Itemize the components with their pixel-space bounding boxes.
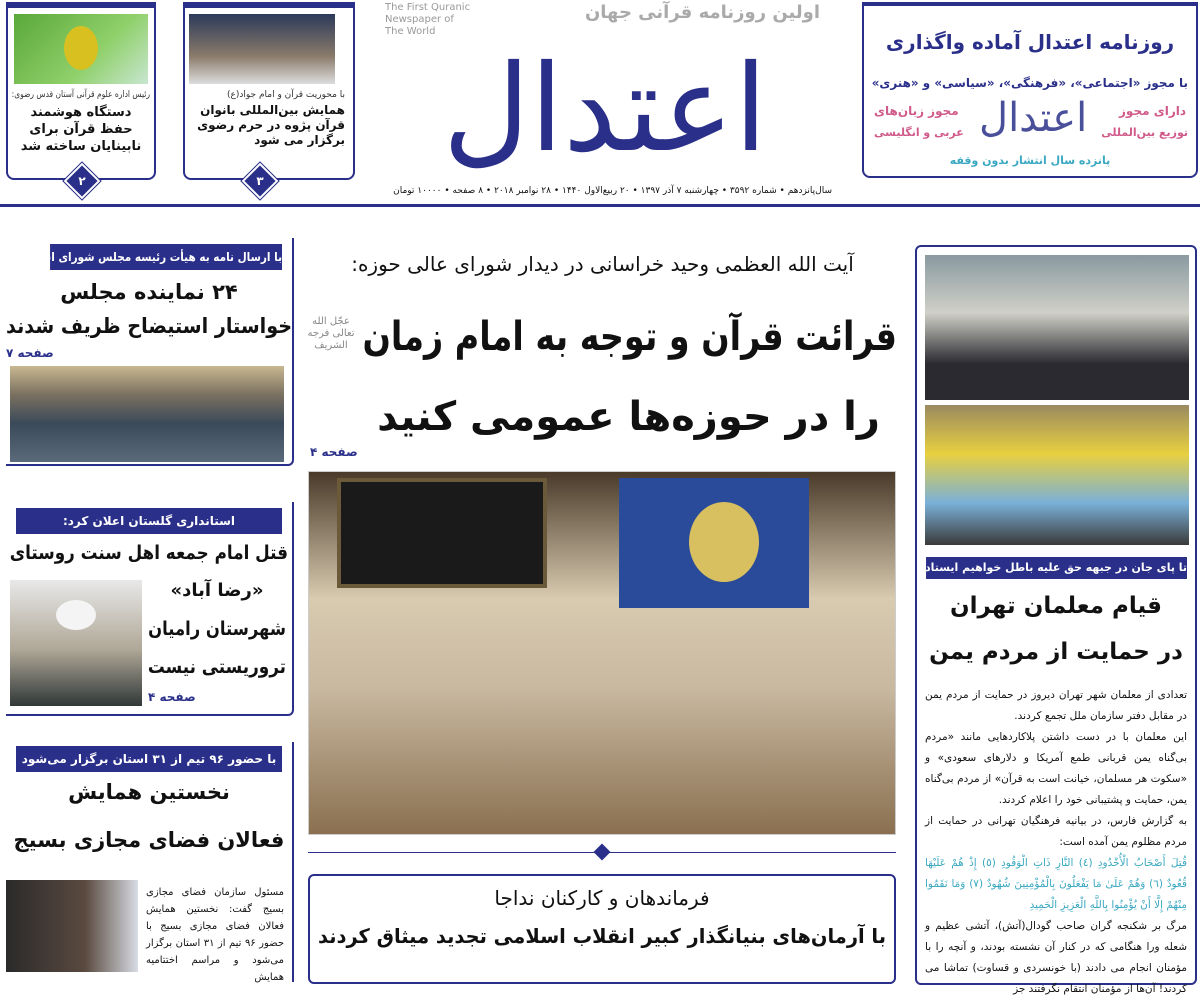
ad-line: با مجوز «اجتماعی»، «فرهنگی»، «سیاسی» و «هنری»	[871, 76, 1188, 90]
teaser-box-2[interactable]	[6, 2, 156, 188]
left-story-2[interactable]	[6, 502, 294, 716]
story-headline: فرماندهان و کارکنان نداجا	[494, 886, 710, 910]
page-ref: صفحه ۴	[148, 690, 196, 704]
main-headline-2: را در حوزه‌ها عمومی کنید	[377, 394, 880, 440]
teaser-headline: همایش بین‌المللی بانوان قرآن پژوه در حرم رضوی برگزار می شود	[197, 103, 345, 147]
story-headline: ۲۴ نماینده مجلس	[60, 280, 238, 304]
official-photo	[6, 880, 138, 972]
paragraph: این معلمان با در دست داشتن پلاکاردهایی مانند «مردم بی‌گناه یمن قربانی طمع آمریکا و دلارهای سعودی» و «سکوت هر مسلمان، خیانت است به قرآن» از مردم بی‌گناه یمن، حمایت و پشتیبانی خود را اعلام کردند.	[925, 731, 1187, 806]
ad-title: روزنامه اعتدال آماده واگذاری	[885, 30, 1175, 54]
ad-left1: مجوز زبان‌های	[874, 104, 959, 118]
teaser-headline: دستگاه هوشمند حفظ قرآن برای نابینایان ساخته شد	[20, 105, 142, 154]
main-headline-1: قرائت قرآن و توجه به امام زمان	[362, 314, 898, 360]
meeting-photo	[308, 471, 896, 835]
page-number-badge: ۳	[242, 163, 279, 200]
story-bar: استانداری گلستان اعلان کرد:	[16, 508, 282, 534]
newspaper-logo: اعتدال	[442, 40, 768, 179]
quran-verse: قُتِلَ أَصْحَابُ الْأُخْدُودِ (٤) النَّارِ ذَاتِ الْوَقُودِ (٥) إِذْ هُمْ عَلَيْهَا قُعُودٌ (٦) وَهُمْ عَلَىٰ مَا يَفْعَلُونَ بِالْمُؤْمِنِينَ شُهُودٌ (٧) وَمَا نَقَمُوا مِنْهُمْ إِلَّا أَنْ يُؤْمِنُوا بِاللَّهِ الْعَزِيزِ الْحَمِيدِ	[925, 857, 1187, 911]
navy-story[interactable]	[308, 874, 896, 984]
issue-line: سال‌پانزدهم • شماره ۳۵۹۲ • چهارشنبه ۷ آذر ۱۳۹۷ • ۲۰ ربیع‌الاول ۱۴۴۰ • ۲۸ نوامبر ۲۰۱۸ • ۸ صفحه • ۱۰۰۰۰ تومان	[393, 186, 832, 196]
parliament-photo	[10, 366, 284, 462]
left-story-3[interactable]	[6, 742, 294, 982]
tagline-fa: اولین روزنامه قرآنی جهان	[584, 2, 820, 23]
page-ref: صفحه ۷	[6, 346, 54, 360]
story-headline: نخستین همایش	[68, 780, 230, 804]
story-headline: تروریستی نیست	[147, 656, 286, 678]
page-ref: صفحه ۴	[310, 445, 358, 459]
paragraph: تعدادی از معلمان شهر تهران دیروز در حمایت از مردم یمن در مقابل دفتر سازمان ملل تجمع کردند.	[925, 689, 1187, 722]
story-headline: قیام معلمان تهران	[950, 593, 1162, 619]
ad-logo: اعتدال	[979, 95, 1088, 141]
ad-right2: توزیع بین‌المللی	[1101, 126, 1188, 139]
honorific: عجّل الله تعالی فرجه الشریف	[307, 316, 355, 351]
story-body	[925, 685, 1187, 1000]
imam-photo	[10, 580, 142, 706]
ad-right1: دارای مجوز	[1119, 104, 1186, 118]
story-headline: شهرستان رامیان	[148, 618, 286, 640]
ad-box[interactable]	[862, 2, 1198, 178]
story-headline: خواستار استیضاح ظریف شدند	[6, 314, 293, 338]
paragraph: مرگ بر شکنجه گران صاحب گودال(آتش)، آتشی عظیم و شعله ورا هنگامی که در کنار آن نشسته بودند، و آنچه را با مؤمنان انجام می دادند (با خونسردی و قساوت) تماشا می کردند! آن‌ها از مؤمنان انتقام نگرفتند جز	[925, 920, 1187, 995]
teaser-kicker: با محوریت قرآن و امام جواد(ع)	[227, 90, 345, 100]
story-bar: تا پای جان در جبهه حق علیه باطل خواهیم ایستاد	[926, 557, 1187, 579]
story-body: مسئول سازمان فضای مجازی بسیج گفت: نخستین همایش فعالان فضای مجازی بسیج با حضور ۹۶ تیم از ۳۱ استان برگزار می‌شود و مراسم اختتامیه همایش	[146, 887, 285, 983]
tagline-en: The First Quranic Newspaper of The World	[385, 2, 471, 37]
story-headline: «رضا آباد»	[170, 580, 264, 601]
story-headline: در حمایت از مردم یمن	[929, 639, 1183, 665]
teaser-box-3[interactable]	[183, 2, 355, 188]
teaser-kicker: رئیس اداره علوم قرآنی آستان قدس رضوی:	[11, 90, 150, 100]
story-headline: با آرمان‌های بنیانگذار کبیر انقلاب اسلامی تجدید میثاق کردند	[317, 924, 886, 948]
main-kicker: آیت الله العظمی وحید خراسانی در دیدار شورای عالی حوزه:	[351, 252, 854, 276]
protest-photo-1	[925, 255, 1189, 400]
shrine-photo	[189, 14, 335, 84]
left-story-1[interactable]	[6, 238, 294, 466]
ad-left2: عربی و انگلیسی	[874, 126, 964, 139]
right-story[interactable]	[915, 245, 1197, 995]
story-bar: با ارسال نامه به هیأت رئیسه مجلس شورای اسلامی	[50, 244, 282, 270]
story-headline: قتل امام جمعه اهل سنت روستای	[9, 542, 288, 564]
flag-photo	[14, 14, 148, 84]
page-number-badge: ۲	[64, 163, 101, 200]
ad-bottom: پانزده سال انتشار بدون وقفه	[949, 154, 1111, 167]
header-divider	[0, 204, 1200, 207]
story-bar: با حضور ۹۶ تیم از ۳۱ استان برگزار می‌شود	[16, 746, 282, 772]
story-headline: فعالان فضای مجازی بسیج	[13, 828, 285, 852]
protest-photo-2	[925, 405, 1189, 545]
paragraph: به گزارش فارس، در بیانیه فرهنگیان تهرانی در حمایت از مردم مظلوم یمن آمده است:	[925, 815, 1187, 848]
divider-diamond-icon	[594, 844, 611, 861]
